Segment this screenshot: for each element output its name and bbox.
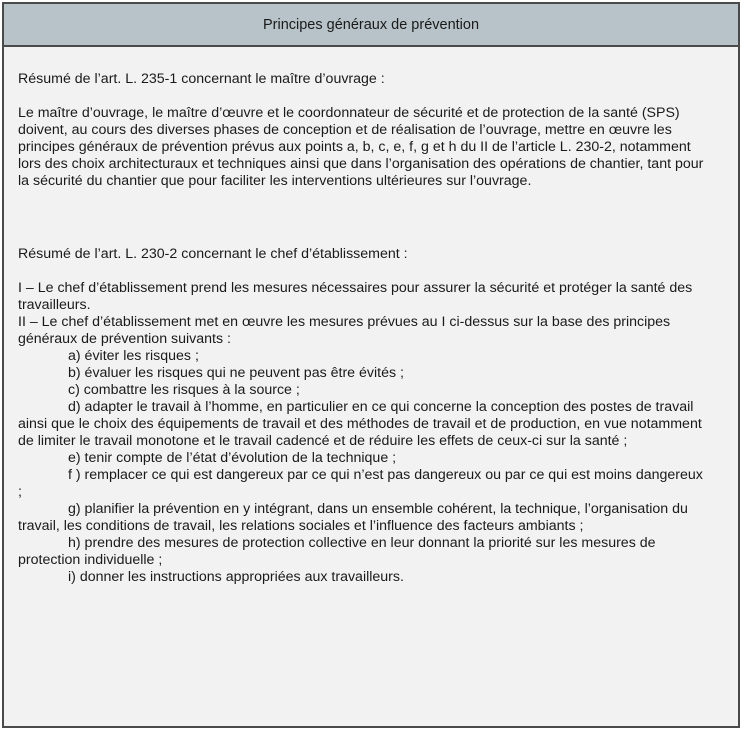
principle-d: d) adapter le travail à l’homme, en particulier en ce qui concerne la conception des postes de travail ainsi que le choix des équipements de travail et des méthodes de travail et de production, en vue notamment de limiter le travail monotone et le travail cadencé et de réduire les effets de ceux-ci sur la santé ; xyxy=(18,399,702,449)
section-maitre-ouvrage xyxy=(18,71,708,190)
prevention-principles-box xyxy=(2,2,740,728)
principle-b: b) évaluer les risques qui ne peuvent pas être évités ; xyxy=(68,365,404,381)
spacer xyxy=(18,88,708,105)
section1-paragraph: Le maître d’ouvrage, le maître d’œuvre et le coordonnateur de sécurité et de protection de la santé (SPS) doivent, au cours des diverses phases de conception et de réalisation de l’ouvrage, mettre en œuvre les principes généraux de prévention prévus aux points a, b, c, e, f, g et h du II de l’article L. 230-2, notamment lors des choix architecturaux et techniques ainsi que dans l’organisation des opérations de chantier, tant pour la sécurité du chantier que pour faciliter les interventions ultérieures sur l’ouvrage. xyxy=(18,105,704,189)
section2-point-1: I – Le chef d’établissement prend les mesures nécessaires pour assurer la sécurité et protéger la santé des travailleurs. xyxy=(18,280,693,313)
section1-heading: Résumé de l’art. L. 235-1 concernant le maître d’ouvrage : xyxy=(18,71,385,87)
principle-a: a) éviter les risques ; xyxy=(68,348,199,364)
document-body xyxy=(18,71,708,586)
section-gap xyxy=(18,190,708,246)
principle-i: i) donner les instructions appropriées aux travailleurs. xyxy=(68,569,404,585)
section2-heading: Résumé de l’art. L. 230-2 concernant le chef d’établissement : xyxy=(18,246,408,262)
principle-h: h) prendre des mesures de protection collective en leur donnant la priorité sur les mesures de protection individuelle ; xyxy=(18,535,656,568)
principle-g: g) planifier la prévention en y intégrant, dans un ensemble cohérent, la technique, l’organisation du travail, les conditions de travail, les relations sociales et l’influence des facteurs ambiants ; xyxy=(18,501,688,534)
box-title: Principes généraux de prévention xyxy=(4,4,738,47)
spacer xyxy=(18,263,708,280)
principle-c: c) combattre les risques à la source ; xyxy=(68,382,300,398)
principle-e: e) tenir compte de l’état d’évolution de la technique ; xyxy=(68,450,397,466)
principle-f: f ) remplacer ce qui est dangereux par ce qui n’est pas dangereux ou par ce qui est moins dangereux ; xyxy=(18,467,703,500)
section2-point-2: II – Le chef d’établissement met en œuvre les mesures prévues au I ci-dessus sur la base des principes généraux de prévention suivants : xyxy=(18,314,671,347)
section-chef-etablissement xyxy=(18,246,708,586)
